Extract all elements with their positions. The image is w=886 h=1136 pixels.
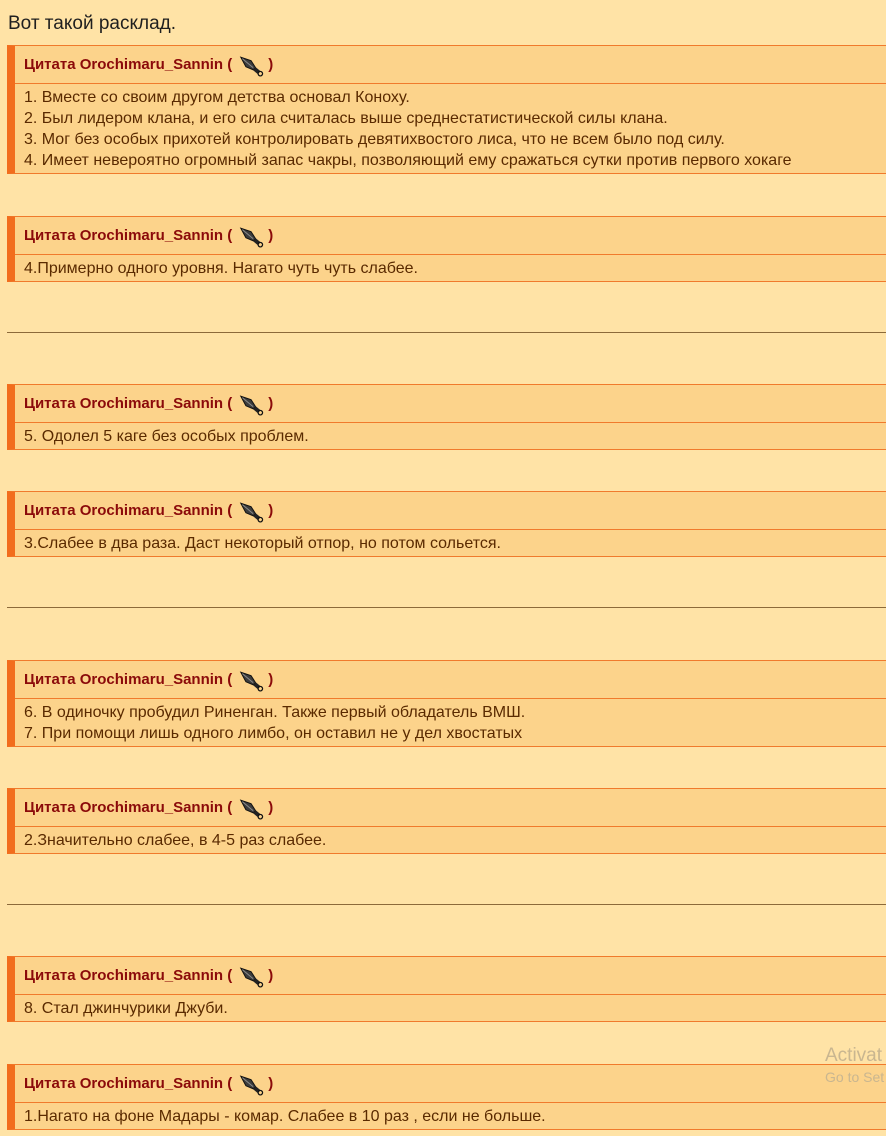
quote-line: 6. В одиночку пробудил Риненган. Также первый обладатель ВМШ. <box>24 704 526 721</box>
kunai-icon <box>234 221 266 251</box>
quote-block <box>7 216 886 282</box>
divider <box>7 332 886 333</box>
quote-body <box>15 423 886 449</box>
quote-line: 8. Стал джинчурики Джуби. <box>24 1000 228 1017</box>
quote-author[interactable]: Цитата Orochimaru_Sannin ( <box>24 799 233 816</box>
quote-block <box>7 384 886 450</box>
kunai-icon <box>234 496 266 526</box>
quote-author-close: ) <box>268 1075 274 1092</box>
quote-header <box>15 492 886 530</box>
quote-author-close: ) <box>268 799 274 816</box>
quote-author[interactable]: Цитата Orochimaru_Sannin ( <box>24 502 233 519</box>
quote-author[interactable]: Цитата Orochimaru_Sannin ( <box>24 395 233 412</box>
kunai-icon <box>234 961 266 991</box>
intro-text: Вот такой расклад. <box>8 13 177 34</box>
watermark-title: Activat <box>825 1045 883 1066</box>
quote-author-close: ) <box>268 56 274 73</box>
quote-line: 2.Значительно слабее, в 4-5 раз слабее. <box>24 832 327 849</box>
divider <box>7 904 886 905</box>
quote-line: 3. Мог без особых прихотей контролировать девятихвостого лиса, что не всем было под силу. <box>24 131 725 148</box>
kunai-icon <box>234 665 266 695</box>
quote-author[interactable]: Цитата Orochimaru_Sannin ( <box>24 1075 233 1092</box>
quote-body <box>15 995 886 1021</box>
quote-header <box>15 1065 886 1103</box>
watermark-subtitle: Go to Set <box>825 1069 885 1085</box>
activation-watermark <box>825 1044 884 1086</box>
quote-block <box>7 956 886 1022</box>
kunai-icon <box>234 50 266 80</box>
quote-header <box>15 385 886 423</box>
quote-author[interactable]: Цитата Orochimaru_Sannin ( <box>24 227 233 244</box>
quote-line: 1.Нагато на фоне Мадары - комар. Слабее в 10 раз , если не больше. <box>24 1108 546 1125</box>
quote-header <box>15 957 886 995</box>
quote-author[interactable]: Цитата Orochimaru_Sannin ( <box>24 56 233 73</box>
quote-author-close: ) <box>268 967 274 984</box>
kunai-icon <box>234 1069 266 1099</box>
quote-author[interactable]: Цитата Orochimaru_Sannin ( <box>24 967 233 984</box>
quote-header <box>15 789 886 827</box>
quote-author-close: ) <box>268 671 274 688</box>
quote-block <box>7 1064 886 1130</box>
quote-line: 1. Вместе со своим другом детства основал Коноху. <box>24 89 410 106</box>
quote-header <box>15 217 886 255</box>
quote-line: 3.Слабее в два раза. Даст некоторый отпор, но потом сольется. <box>24 535 501 552</box>
quote-line: 2. Был лидером клана, и его сила считалась выше среднестатистической силы клана. <box>24 110 668 127</box>
quote-body <box>15 699 886 746</box>
kunai-icon <box>234 793 266 823</box>
quote-block <box>7 660 886 747</box>
quote-line: 5. Одолел 5 каге без особых проблем. <box>24 428 309 445</box>
quote-block <box>7 491 886 557</box>
quote-body <box>15 255 886 281</box>
quote-line: 4. Имеет невероятно огромный запас чакры, позволяющий ему сражаться сутки против первого хокаге <box>24 152 792 169</box>
quote-block <box>7 45 886 174</box>
quote-author[interactable]: Цитата Orochimaru_Sannin ( <box>24 671 233 688</box>
quote-body <box>15 84 886 173</box>
quote-author-close: ) <box>268 395 274 412</box>
quote-header <box>15 46 886 84</box>
quote-body <box>15 827 886 853</box>
quote-line: 7. При помощи лишь одного лимбо, он оставил не у дел хвостатых <box>24 725 523 742</box>
quote-body <box>15 530 886 556</box>
quote-author-close: ) <box>268 502 274 519</box>
quote-block <box>7 788 886 854</box>
quote-header <box>15 661 886 699</box>
divider <box>7 607 886 608</box>
quote-body <box>15 1103 886 1129</box>
quote-line: 4.Примерно одного уровня. Нагато чуть чуть слабее. <box>24 260 418 277</box>
quote-author-close: ) <box>268 227 274 244</box>
kunai-icon <box>234 389 266 419</box>
